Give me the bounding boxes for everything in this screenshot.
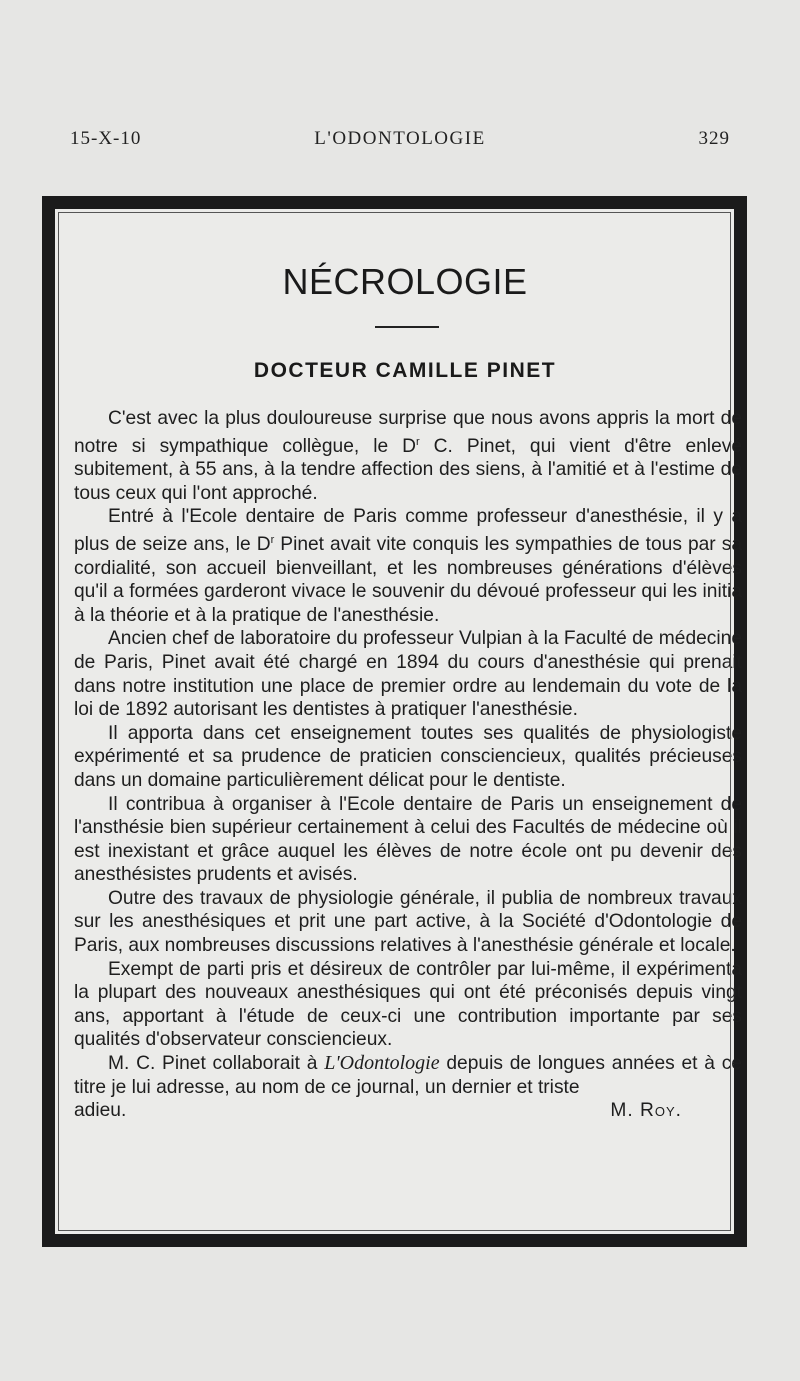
obituary-paragraph: Exempt de parti pris et désireux de contrôler par lui-même, il expérimenta la plupart des nouveaux anesthésiques qui ont été préconisés depuis vingt ans, apportant à l'étude de ceux-ci une contribution importante par ses qualités d'observateur consciencieux.	[74, 958, 742, 1051]
obituary-paragraph: C'est avec la plus douloureuse surprise que nous avons appris la mort de notre si sympathique collègue, le $D^r$ C. Pinet, qui vient d'être enlevé subitement, à 55 ans, à la tendre affection des siens, à l'amitié et à l'estime de tous ceux qui l'ont approché.	[74, 408, 743, 504]
title-divider	[375, 326, 439, 328]
paragraph-list	[74, 407, 742, 1052]
obituary-paragraph: Il apporta dans cet enseignement toutes ses qualités de physiologiste expérimenté et sa prudence de praticien consciencieux, qualités précieuses dans un domaine particulièrement délicat pour le dentiste.	[74, 722, 742, 791]
section-title: NÉCROLOGIE	[282, 261, 528, 302]
closing-word: adieu.	[74, 1100, 127, 1122]
obituary-body	[74, 407, 742, 1123]
obituary-paragraph: Entré à l'Ecole dentaire de Paris comme professeur d'anesthésie, il y a plus de seize ans, le $D^r$ Pinet avait vite conquis les sympathies de tous par sa cordialité, son accueil bienveillant, et les nombreuses générations d'élèves qu'il a formées garderont vivace le souvenir du dévoué professeur qui les initia à la théorie et à la pratique de l'anesthésie.	[74, 506, 742, 626]
final-paragraph: M. C. Pinet collaborait à L'Odontologie depuis de longues années et à ce titre je lui adresse, au nom de ce journal, un dernier et triste	[74, 1052, 742, 1098]
obituary-content	[65, 209, 743, 1234]
journal-title: L'ODONTOLOGIE	[314, 128, 486, 149]
journal-name-italic: L'Odontologie	[324, 1052, 440, 1075]
obituary-paragraph: Outre des travaux de physiologie générale, il publia de nombreux travaux sur les anesthésiques et prit une part active, à la Société d'Odontologie de Paris, aux nombreuses discussions relatives à l'anesthésie générale et locale.	[74, 887, 742, 957]
obituary-paragraph: Ancien chef de laboratoire du professeur Vulpian à la Faculté de médecine de Paris, Pinet avait été chargé en 1894 du cours d'anesthésie qui prenait dans notre institution une place de premier ordre au lendemain du vote de la loi de 1892 autorisant les dentistes à pratiquer l'anesthésie.	[74, 628, 742, 721]
mourning-border-frame	[42, 196, 747, 1247]
author-signature: M. Roy.	[610, 1100, 682, 1122]
signature-line	[74, 1099, 742, 1123]
obituary-subtitle: DOCTEUR CAMILLE PINET	[253, 359, 557, 382]
obituary-paragraph: Il contribua à organiser à l'Ecole dentaire de Paris un enseignement de l'ansthésie bien supérieur certainement à celui des Facultés de médecine où il est inexistant et grâce auquel les élèves de notre école ont pu devenir des anesthésistes prudents et avisés.	[74, 793, 742, 886]
running-header	[70, 128, 730, 158]
issue-date: 15-X-10	[70, 128, 142, 149]
page-number: 329	[698, 128, 730, 149]
